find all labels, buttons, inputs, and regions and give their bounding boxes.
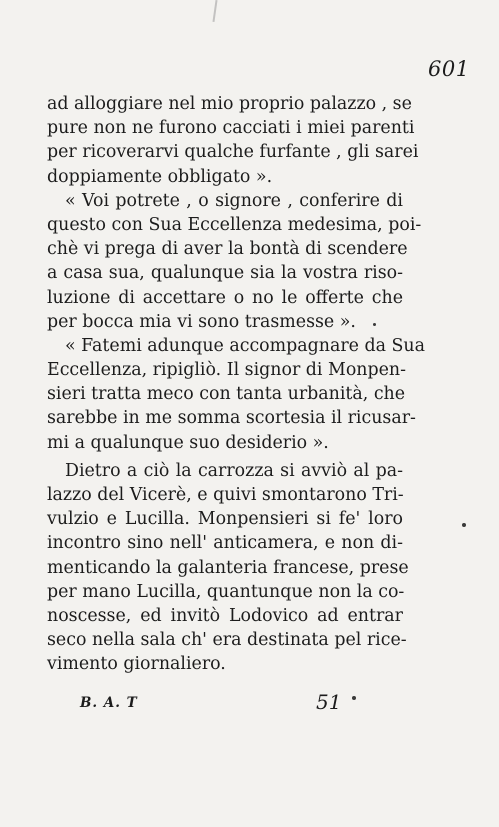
text-line: « Voi potrete , o signore , conferire di (65, 190, 403, 211)
text-line: per mano Lucilla, quantunque non la co- (47, 581, 405, 602)
text-line: lazzo del Vicerè, e quivi smontarono Tri- (47, 485, 404, 505)
text-line: Eccellenza, ripigliò. Il signor di Monpen- (47, 360, 407, 381)
text-line: luzione di accettare o no le offerte che (47, 287, 403, 308)
text-line: incontro sino nell' anticamera, e non di- (47, 533, 403, 554)
printer-signature: B. A. T (80, 695, 138, 711)
body-text (47, 92, 425, 677)
text-line: mi a qualunque suo desiderio ». (47, 432, 329, 453)
text-line: vulzio e Lucilla. Monpensieri si fe' loro (47, 509, 403, 530)
text-line: menticando la galanteria francese, prese (47, 557, 409, 578)
text-line: « Fatemi adunque accompagnare da Sua (65, 335, 425, 356)
text-line: vimento giornaliero. (47, 654, 226, 675)
text-line: pure non ne furono cacciati i miei parenti (47, 118, 415, 139)
ink-speck (352, 696, 356, 700)
text-line: noscesse, ed invitò Lodovico ad entrar (47, 605, 403, 626)
text-line: chè vi prega di aver la bontà di scendere (47, 239, 408, 260)
text-line: sarebbe in me somma scortesia il ricusar- (47, 408, 416, 429)
text-line: per bocca mia vi sono trasmesse ». (47, 311, 356, 332)
text-line: per ricoverarvi qualche furfante , gli sarei (47, 142, 419, 163)
text-line: ad alloggiare nel mio proprio palazzo , se (47, 94, 412, 114)
ink-speck (373, 323, 376, 326)
ink-speck (462, 523, 466, 527)
page-number: 601 (428, 57, 470, 81)
text-line: a casa sua, qualunque sia la vostra riso- (47, 263, 403, 284)
text-line: seco nella sala ch' era destinata pel rice- (47, 630, 407, 651)
text-line: questo con Sua Eccellenza medesima, poi- (47, 214, 422, 235)
page-edge-mark (212, 0, 217, 22)
text-line: doppiamente obbligato ». (47, 166, 273, 187)
text-line: Dietro a ciò la carrozza si avviò al pa- (65, 460, 403, 481)
text-line: sieri tratta meco con tanta urbanità, che (47, 384, 406, 405)
signature-number: 51 (316, 690, 342, 714)
